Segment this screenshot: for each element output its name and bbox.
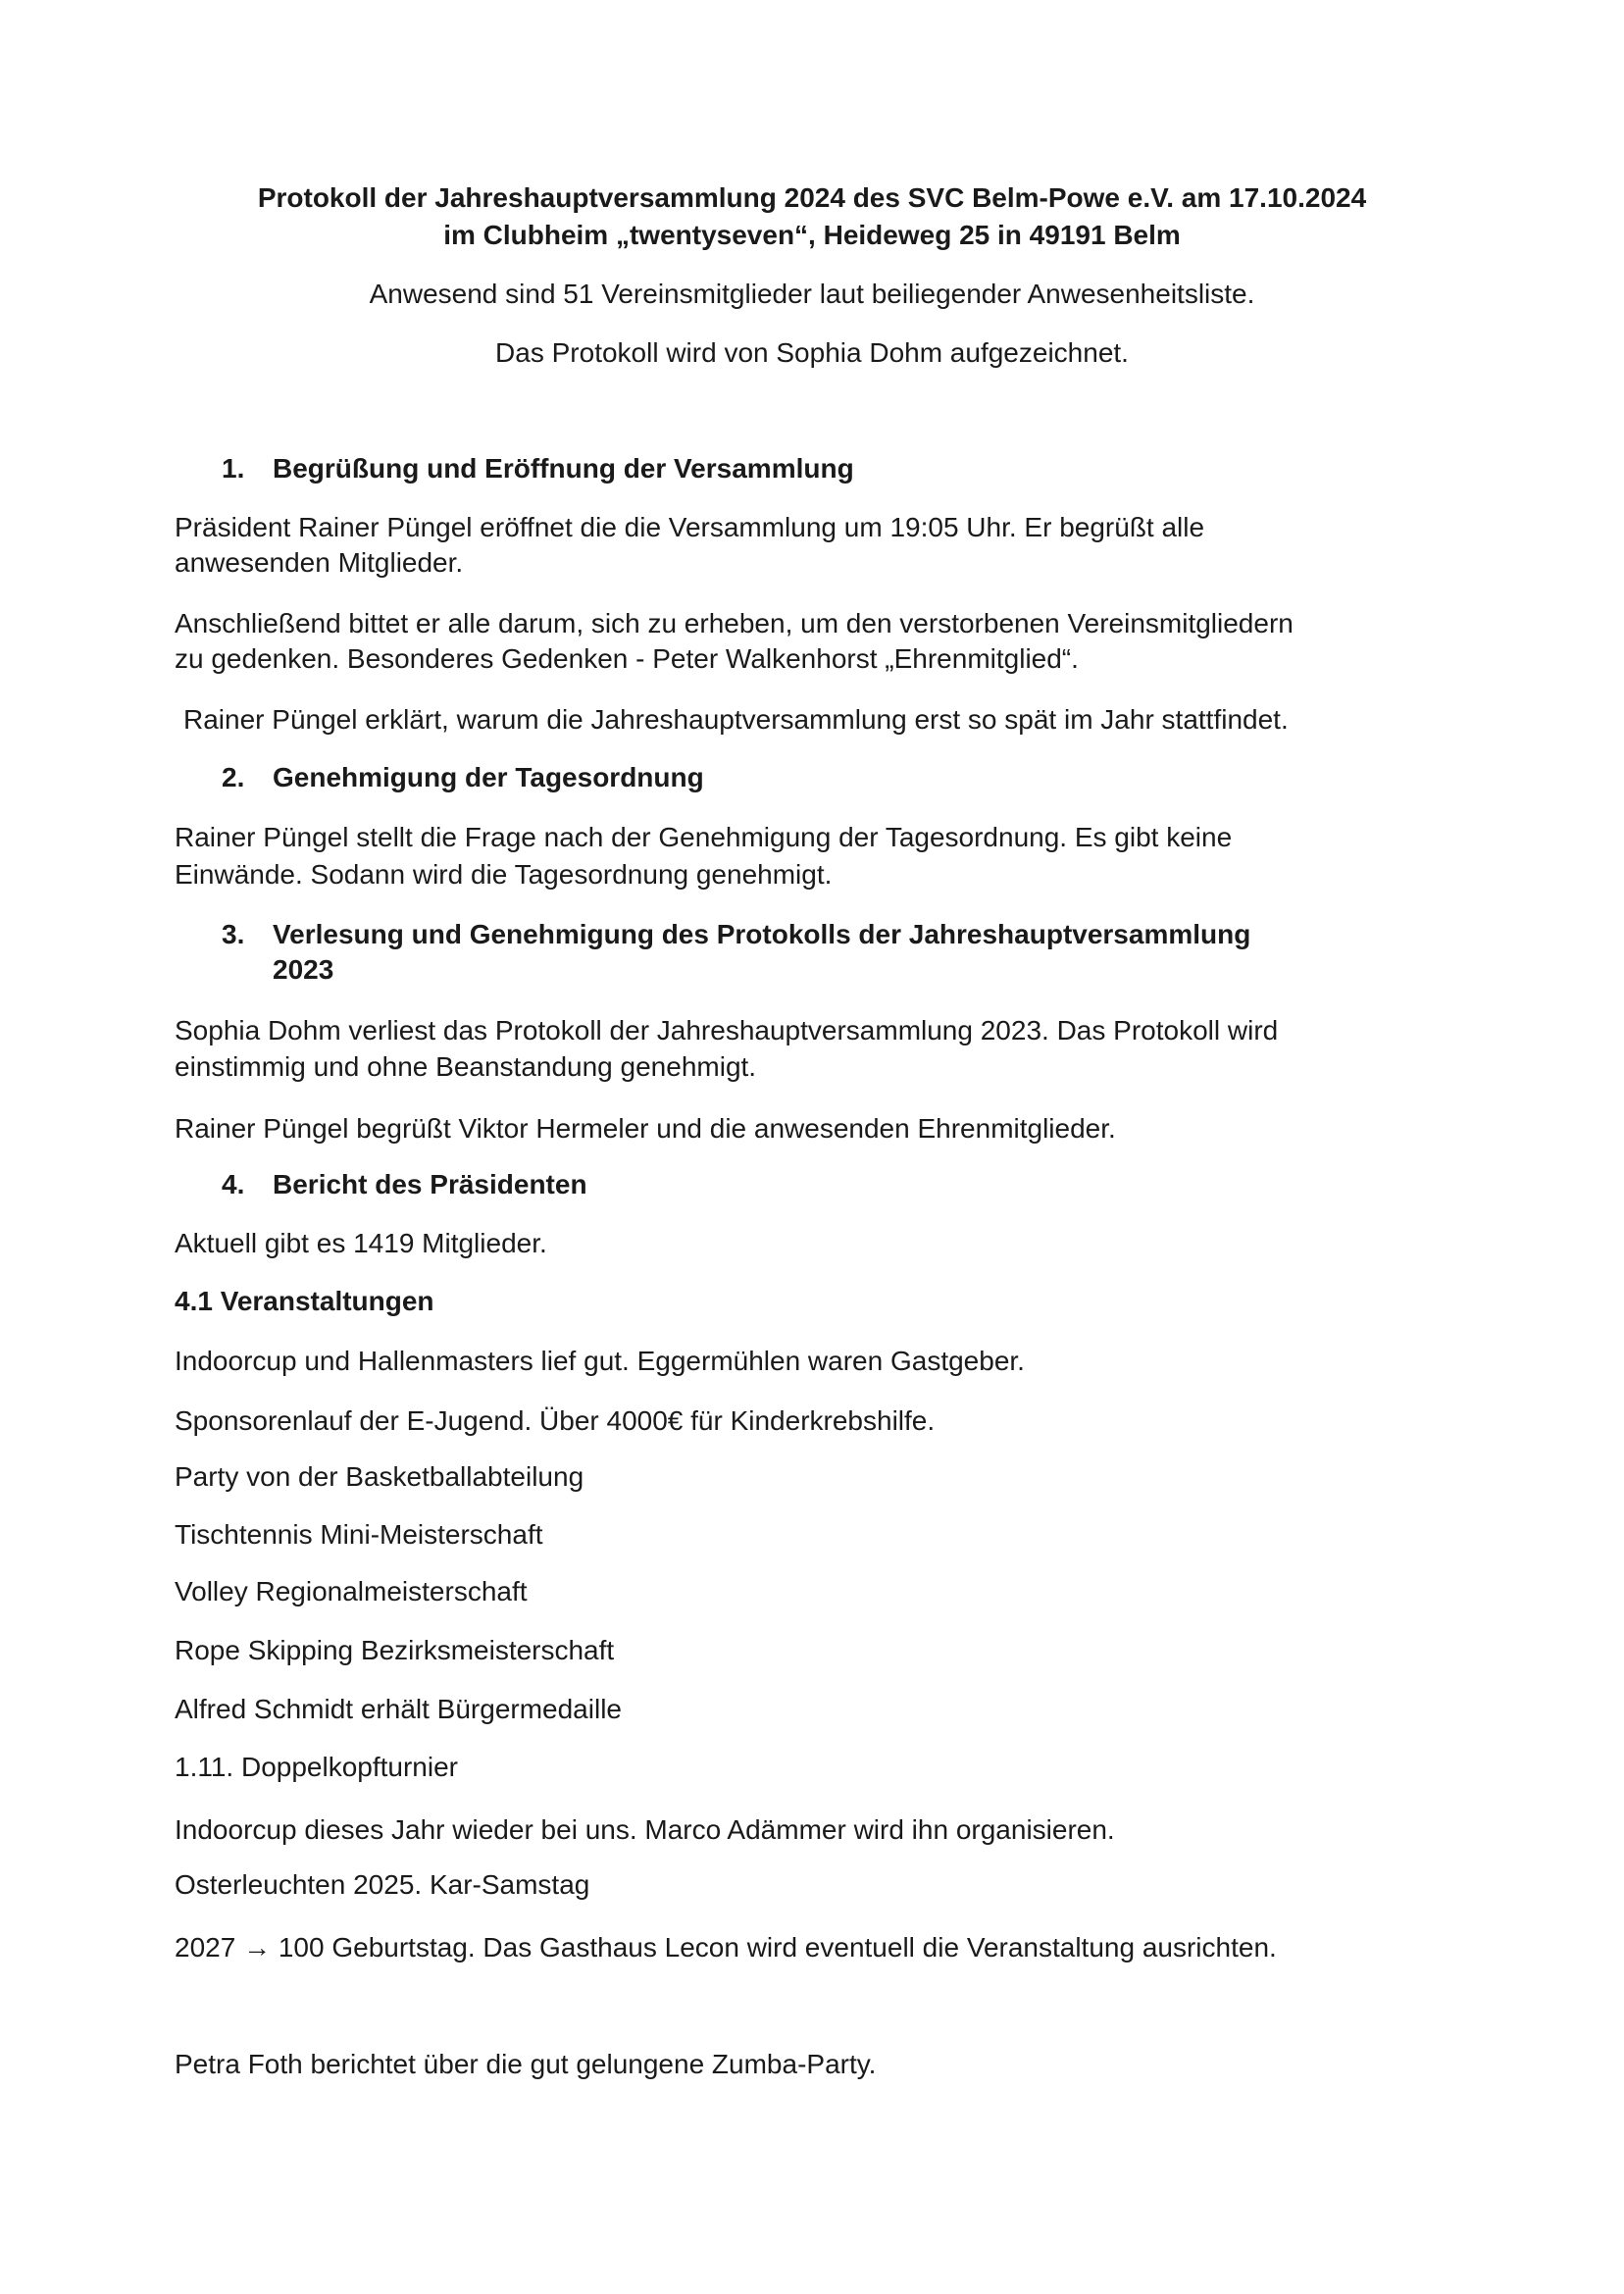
section-2-number: 2.: [222, 762, 245, 792]
section-4-heading: [222, 1167, 587, 1202]
section-1-paragraph-3: Rainer Püngel erklärt, warum die Jahreshauptversammlung erst so spät im Jahr stattfindet.: [183, 704, 1289, 735]
event-item-10: Osterleuchten 2025. Kar-Samstag: [175, 1869, 590, 1900]
recorder-text: Das Protokoll wird von Sophia Dohm aufgezeichnet.: [495, 337, 1129, 368]
event-item-8: 1.11. Doppelkopfturnier: [175, 1752, 458, 1782]
document-header: [0, 179, 1624, 254]
subsection-4-1-title: 4.1 Veranstaltungen: [175, 1286, 434, 1316]
title-line-2: im Clubheim „twentyseven“, Heideweg 25 in 49191 Belm: [443, 220, 1181, 250]
section-4-number: 4.: [222, 1169, 245, 1199]
section-3-paragraph-1-line-1: Sophia Dohm verliest das Protokoll der Jahreshauptversammlung 2023. Das Protokoll wird: [175, 1015, 1279, 1045]
event-item-1: Indoorcup und Hallenmasters lief gut. Eggermühlen waren Gastgeber.: [175, 1346, 1025, 1376]
section-3-title-line-1: Verlesung und Genehmigung des Protokolls der Jahreshauptversammlung: [273, 919, 1251, 949]
closing-text: Petra Foth berichtet über die gut gelungene Zumba-Party.: [175, 2049, 877, 2079]
event-item-9: Indoorcup dieses Jahr wieder bei uns. Marco Adämmer wird ihn organisieren.: [175, 1814, 1115, 1845]
event-item-4: Tischtennis Mini-Meisterschaft: [175, 1519, 543, 1550]
section-1-number: 1.: [222, 453, 245, 484]
section-3-paragraph-2: Rainer Püngel begrüßt Viktor Hermeler und die anwesenden Ehrenmitglieder.: [175, 1113, 1116, 1144]
section-3-paragraph-1-line-2: einstimmig und ohne Beanstandung genehmigt.: [175, 1051, 757, 1082]
section-2-title: Genehmigung der Tagesordnung: [273, 762, 704, 792]
event-item-5: Volley Regionalmeisterschaft: [175, 1576, 528, 1606]
section-3-heading: [222, 917, 1250, 988]
attendance-block: [0, 277, 1624, 312]
section-3-number: 3.: [222, 919, 245, 949]
section-2-heading: [222, 760, 704, 795]
event-item-3: Party von der Basketballabteilung: [175, 1461, 584, 1492]
section-1-paragraph-2-line-1: Anschließend bittet er alle darum, sich zu erheben, um den verstorbenen Vereinsmitgliedern: [175, 608, 1294, 638]
section-1-title: Begrüßung und Eröffnung der Versammlung: [273, 453, 854, 484]
event-item-11: 2027 → 100 Geburtstag. Das Gasthaus Lecon wird eventuell die Veranstaltung ausrichten.: [175, 1932, 1277, 1963]
member-count-text: Aktuell gibt es 1419 Mitglieder.: [175, 1228, 547, 1258]
section-2-paragraph-line-2: Einwände. Sodann wird die Tagesordnung genehmigt.: [175, 859, 833, 890]
section-4-title: Bericht des Präsidenten: [273, 1169, 587, 1199]
recorder-block: [0, 335, 1624, 371]
section-2-paragraph-line-1: Rainer Püngel stellt die Frage nach der Genehmigung der Tagesordnung. Es gibt keine: [175, 822, 1233, 852]
section-3-title-line-2: 2023: [273, 954, 334, 985]
title-line-1: Protokoll der Jahreshauptversammlung 2024 des SVC Belm-Powe e.V. am 17.10.2024: [257, 182, 1367, 213]
section-1-paragraph-1-line-2: anwesenden Mitglieder.: [175, 547, 464, 578]
section-3-title: [273, 917, 1250, 988]
section-1-heading: [222, 451, 854, 486]
attendance-text: Anwesend sind 51 Vereinsmitglieder laut beiliegender Anwesenheitsliste.: [369, 279, 1255, 309]
event-item-7: Alfred Schmidt erhält Bürgermedaille: [175, 1694, 622, 1724]
section-1-paragraph-2-line-2: zu gedenken. Besonderes Gedenken - Peter Walkenhorst „Ehrenmitglied“.: [175, 643, 1079, 674]
section-1-paragraph-1-line-1: Präsident Rainer Püngel eröffnet die die Versammlung um 19:05 Uhr. Er begrüßt alle: [175, 512, 1205, 542]
event-item-2: Sponsorenlauf der E-Jugend. Über 4000€ für Kinderkrebshilfe.: [175, 1405, 936, 1436]
event-item-6: Rope Skipping Bezirksmeisterschaft: [175, 1635, 615, 1665]
